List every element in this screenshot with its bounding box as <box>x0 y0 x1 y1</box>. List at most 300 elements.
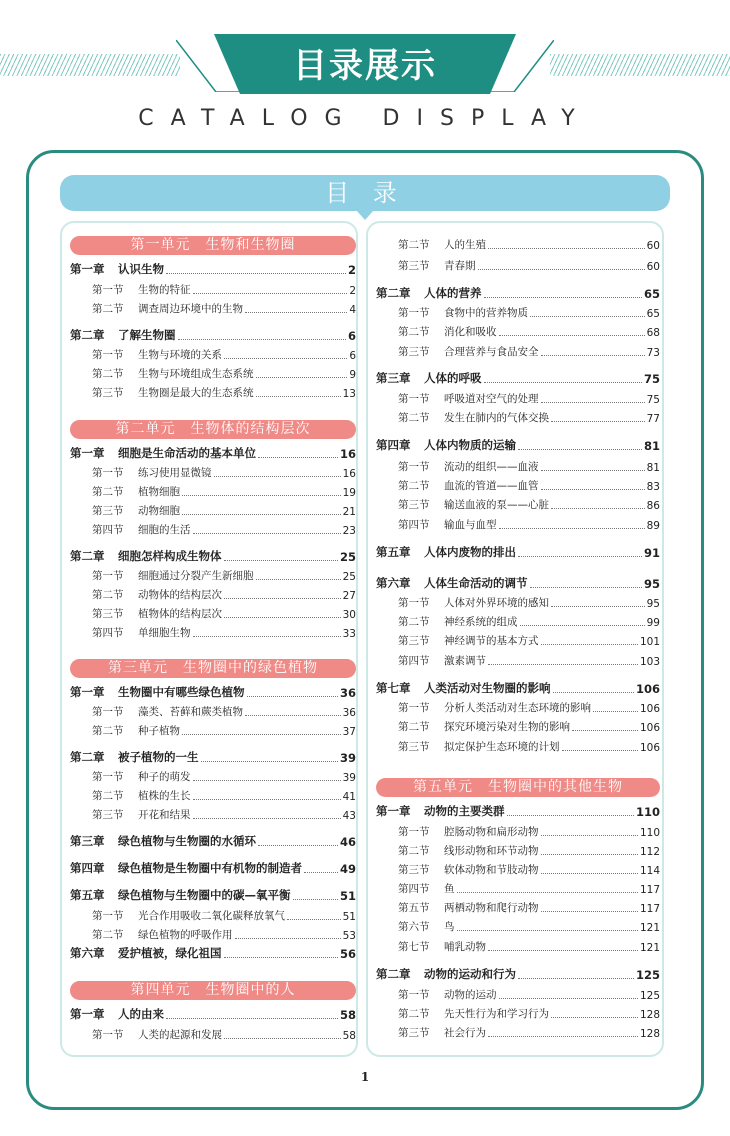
section-title: 开花和结果 <box>138 809 191 821</box>
section-page-number: 25 <box>342 571 356 583</box>
dot-leader <box>499 528 645 529</box>
section-page-number: 21 <box>342 506 356 518</box>
dot-leader <box>166 1018 338 1019</box>
dot-leader <box>245 715 341 716</box>
section-title: 拟定保护生态环境的计划 <box>444 741 560 753</box>
chapter-title: 动物的运动和行为 <box>424 967 516 981</box>
toc-section-row <box>398 738 660 754</box>
toc-section-row <box>398 861 660 877</box>
dot-leader <box>562 750 638 751</box>
chapter-label: 第一章 <box>70 1007 105 1021</box>
section-label: 第二节 <box>398 616 430 628</box>
toc-section-row <box>92 806 356 822</box>
chapter-label: 第五章 <box>70 888 105 902</box>
dot-leader <box>530 587 642 588</box>
section-page-number: 60 <box>646 240 660 252</box>
section-title: 植株的生长 <box>138 790 191 802</box>
unit-heading: 第四单元 生物圈中的人 <box>70 981 356 1000</box>
section-label: 第四节 <box>398 883 430 895</box>
chapter-page-number: 110 <box>635 805 660 819</box>
dot-leader <box>520 625 645 626</box>
section-label: 第一节 <box>92 284 124 296</box>
section-label: 第一节 <box>398 826 430 838</box>
section-title: 腔肠动物和扁形动物 <box>444 826 539 838</box>
dot-leader <box>193 818 341 819</box>
toc-section-row <box>398 1005 660 1021</box>
dot-leader <box>488 950 638 951</box>
section-page-number: 106 <box>639 703 660 715</box>
section-label: 第一节 <box>92 771 124 783</box>
toc-chapter-row <box>376 437 660 453</box>
chapter-title: 人体内物质的运输 <box>424 438 516 452</box>
decorative-hatch-left <box>0 54 180 76</box>
section-page-number: 53 <box>342 930 356 942</box>
toc-section-row <box>92 703 356 719</box>
section-title: 生物的特征 <box>138 284 191 296</box>
dot-leader <box>553 692 634 693</box>
section-page-number: 128 <box>639 1009 660 1021</box>
section-label: 第五节 <box>398 902 430 914</box>
dot-leader <box>258 457 338 458</box>
section-title: 光合作用吸收二氧化碳释放氧气 <box>138 910 285 922</box>
chapter-label: 第七章 <box>376 681 411 695</box>
section-title: 细胞通过分裂产生新细胞 <box>138 570 254 582</box>
toc-section-row <box>398 1024 660 1040</box>
section-title: 人的生殖 <box>444 239 486 251</box>
toc-section-row <box>398 496 660 512</box>
section-label: 第三节 <box>398 864 430 876</box>
dot-leader <box>182 495 341 496</box>
dot-leader <box>541 644 638 645</box>
toc-section-row <box>92 624 356 640</box>
section-page-number: 2 <box>349 285 356 297</box>
toc-chapter-row <box>70 749 356 765</box>
section-page-number: 106 <box>639 742 660 754</box>
section-label: 第二节 <box>398 1008 430 1020</box>
unit-heading: 第二单元 生物体的结构层次 <box>70 420 356 439</box>
section-title: 先天性行为和学习行为 <box>444 1008 549 1020</box>
dot-leader <box>193 293 348 294</box>
toc-section-row <box>398 632 660 648</box>
section-title: 植物细胞 <box>138 486 180 498</box>
dot-leader <box>541 402 645 403</box>
section-title: 动物的运动 <box>444 989 497 1001</box>
chapter-page-number: 16 <box>339 447 356 461</box>
toc-section-row <box>398 343 660 359</box>
dot-leader <box>193 780 341 781</box>
section-page-number: 110 <box>639 827 660 839</box>
section-title: 软体动物和节肢动物 <box>444 864 539 876</box>
chapter-title: 绿色植物与生物圈的水循环 <box>118 834 256 848</box>
section-title: 单细胞生物 <box>138 627 191 639</box>
toc-section-row <box>92 300 356 316</box>
section-label: 第二节 <box>92 725 124 737</box>
section-page-number: 6 <box>349 350 356 362</box>
toc-chapter-row <box>70 860 356 876</box>
chapter-title: 生物圈中有哪些绿色植物 <box>118 685 245 699</box>
dot-leader <box>193 533 341 534</box>
chapter-title: 被子植物的一生 <box>118 750 199 764</box>
banner-pointer <box>356 210 374 220</box>
toc-chapter-row <box>70 833 356 849</box>
chapter-title: 了解生物圈 <box>118 328 176 342</box>
toc-section-row <box>398 823 660 839</box>
dot-leader <box>214 476 341 477</box>
chapter-page-number: 91 <box>643 546 660 560</box>
toc-section-row <box>398 409 660 425</box>
toc-section-row <box>92 768 356 784</box>
toc-section-row <box>398 613 660 629</box>
dot-leader <box>258 845 338 846</box>
dot-leader <box>572 730 638 731</box>
toc-section-row <box>92 787 356 803</box>
dot-leader <box>224 598 341 599</box>
header-subtitle: CATALOG DISPLAY <box>138 106 592 131</box>
section-page-number: 4 <box>349 304 356 316</box>
toc-chapter-row <box>376 575 660 591</box>
toc-section-row <box>92 586 356 602</box>
section-label: 第一节 <box>398 393 430 405</box>
section-title: 血流的管道——血管 <box>444 480 539 492</box>
section-label: 第三节 <box>398 260 430 272</box>
section-label: 第四节 <box>92 524 124 536</box>
section-title: 绿色植物的呼吸作用 <box>138 929 233 941</box>
toc-section-row <box>92 384 356 400</box>
chapter-label: 第三章 <box>376 371 411 385</box>
toc-chapter-row <box>376 680 660 696</box>
chapter-page-number: 125 <box>635 968 660 982</box>
section-title: 动物体的结构层次 <box>138 589 222 601</box>
section-label: 第三节 <box>92 809 124 821</box>
section-title: 探究环境污染对生物的影响 <box>444 721 570 733</box>
section-title: 鸟 <box>444 921 455 933</box>
toc-section-row <box>398 323 660 339</box>
dot-leader <box>178 339 346 340</box>
toc-section-row <box>398 594 660 610</box>
chapter-title: 人的由来 <box>118 1007 164 1021</box>
chapter-title: 动物的主要类群 <box>424 804 505 818</box>
toc-section-row <box>398 458 660 474</box>
toc-section-row <box>398 390 660 406</box>
dot-leader <box>256 377 348 378</box>
dot-leader <box>530 316 645 317</box>
chapter-label: 第二章 <box>376 286 411 300</box>
dot-leader <box>541 854 638 855</box>
dot-leader <box>484 297 642 298</box>
toc-chapter-row <box>376 285 660 301</box>
dot-leader <box>293 899 338 900</box>
chapter-label: 第二章 <box>376 967 411 981</box>
unit-heading: 第三单元 生物圈中的绿色植物 <box>70 659 356 678</box>
chapter-page-number: 81 <box>643 439 660 453</box>
dot-leader <box>247 696 338 697</box>
chapter-page-number: 49 <box>339 862 356 876</box>
section-label: 第三节 <box>92 387 124 399</box>
chapter-title: 人类活动对生物圈的影响 <box>424 681 551 695</box>
section-title: 生物与环境的关系 <box>138 349 222 361</box>
section-title: 神经调节的基本方式 <box>444 635 539 647</box>
dot-leader <box>507 815 634 816</box>
section-label: 第六节 <box>398 921 430 933</box>
section-title: 鱼 <box>444 883 455 895</box>
toc-section-row <box>398 652 660 668</box>
section-page-number: 77 <box>646 413 660 425</box>
dot-leader <box>256 396 341 397</box>
section-title: 生物圈是最大的生态系统 <box>138 387 254 399</box>
toc-section-row <box>398 918 660 934</box>
chapter-label: 第一章 <box>376 804 411 818</box>
section-page-number: 36 <box>342 707 356 719</box>
section-title: 生物与环境组成生态系统 <box>138 368 254 380</box>
section-title: 消化和吸收 <box>444 326 497 338</box>
dot-leader <box>541 470 645 471</box>
decorative-hatch-right <box>550 54 730 76</box>
dot-leader <box>224 560 338 561</box>
dot-leader <box>551 508 645 509</box>
section-page-number: 89 <box>646 520 660 532</box>
dot-leader <box>182 514 341 515</box>
toc-chapter-row <box>70 445 356 461</box>
section-page-number: 117 <box>639 884 660 896</box>
dot-leader <box>193 799 341 800</box>
section-title: 合理营养与食品安全 <box>444 346 539 358</box>
section-title: 输送血液的泵——心脏 <box>444 499 549 511</box>
section-label: 第一节 <box>398 702 430 714</box>
section-page-number: 73 <box>646 347 660 359</box>
toc-section-row <box>92 926 356 942</box>
toc-section-row <box>398 718 660 734</box>
page-number: 1 <box>360 1070 370 1084</box>
section-label: 第一节 <box>92 910 124 922</box>
toc-section-row <box>398 880 660 896</box>
section-label: 第三节 <box>92 608 124 620</box>
section-label: 第二节 <box>398 845 430 857</box>
dot-leader <box>518 978 634 979</box>
section-title: 流动的组织——血液 <box>444 461 539 473</box>
section-label: 第二节 <box>92 589 124 601</box>
section-label: 第三节 <box>92 505 124 517</box>
chapter-page-number: 39 <box>339 751 356 765</box>
dot-leader <box>166 273 346 274</box>
section-page-number: 128 <box>639 1028 660 1040</box>
section-title: 线形动物和环节动物 <box>444 845 539 857</box>
section-label: 第二节 <box>92 303 124 315</box>
section-page-number: 112 <box>639 846 660 858</box>
dot-leader <box>478 269 645 270</box>
dot-leader <box>256 579 341 580</box>
section-title: 社会行为 <box>444 1027 486 1039</box>
toc-section-row <box>398 257 660 273</box>
chapter-title: 人体的呼吸 <box>424 371 482 385</box>
dot-leader <box>457 930 638 931</box>
section-title: 食物中的营养物质 <box>444 307 528 319</box>
section-label: 第四节 <box>92 627 124 639</box>
chapter-page-number: 95 <box>643 577 660 591</box>
section-page-number: 86 <box>646 500 660 512</box>
dot-leader <box>235 938 341 939</box>
dot-leader <box>304 872 338 873</box>
section-page-number: 95 <box>646 598 660 610</box>
dot-leader <box>201 761 338 762</box>
dot-leader <box>193 636 341 637</box>
toc-chapter-row <box>376 966 660 982</box>
chapter-title: 细胞怎样构成生物体 <box>118 549 222 563</box>
section-title: 种子的萌发 <box>138 771 191 783</box>
section-label: 第一节 <box>398 597 430 609</box>
section-title: 发生在肺内的气体交换 <box>444 412 549 424</box>
section-title: 练习使用显微镜 <box>138 467 212 479</box>
toc-chapter-row <box>70 548 356 564</box>
section-page-number: 33 <box>342 628 356 640</box>
chapter-title: 爱护植被，绿化祖国 <box>118 946 222 960</box>
chapter-label: 第一章 <box>70 685 105 699</box>
section-title: 人类的起源和发展 <box>138 1029 222 1041</box>
section-page-number: 83 <box>646 481 660 493</box>
chapter-page-number: 36 <box>339 686 356 700</box>
toc-section-row <box>92 722 356 738</box>
toc-banner: 目 录 <box>60 175 670 211</box>
toc-section-row <box>398 304 660 320</box>
section-page-number: 75 <box>646 394 660 406</box>
section-label: 第一节 <box>92 570 124 582</box>
section-page-number: 30 <box>342 609 356 621</box>
section-title: 人体对外界环境的感知 <box>444 597 549 609</box>
dot-leader <box>488 1036 638 1037</box>
toc-chapter-row <box>376 370 660 386</box>
section-label: 第二节 <box>398 239 430 251</box>
dot-leader <box>488 664 638 665</box>
dot-leader <box>541 489 645 490</box>
dot-leader <box>182 734 341 735</box>
section-page-number: 51 <box>342 911 356 923</box>
toc-section-row <box>92 281 356 297</box>
section-page-number: 13 <box>342 388 356 400</box>
section-title: 分析人类活动对生态环境的影响 <box>444 702 591 714</box>
toc-section-row <box>92 483 356 499</box>
section-label: 第七节 <box>398 941 430 953</box>
section-label: 第四节 <box>398 655 430 667</box>
chapter-title: 人体生命活动的调节 <box>424 576 528 590</box>
section-page-number: 99 <box>646 617 660 629</box>
section-page-number: 58 <box>342 1030 356 1042</box>
section-title: 激素调节 <box>444 655 486 667</box>
section-page-number: 16 <box>342 468 356 480</box>
section-label: 第二节 <box>398 412 430 424</box>
chapter-label: 第四章 <box>376 438 411 452</box>
section-page-number: 19 <box>342 487 356 499</box>
section-label: 第二节 <box>398 480 430 492</box>
section-title: 植物体的结构层次 <box>138 608 222 620</box>
toc-section-row <box>398 899 660 915</box>
toc-section-row <box>92 567 356 583</box>
section-page-number: 106 <box>639 722 660 734</box>
dot-leader <box>499 998 638 999</box>
chapter-title: 绿色植物是生物圈中有机物的制造者 <box>118 861 302 875</box>
section-label: 第三节 <box>398 1027 430 1039</box>
chapter-title: 认识生物 <box>118 262 164 276</box>
section-title: 动物细胞 <box>138 505 180 517</box>
toc-chapter-row <box>70 1006 356 1022</box>
chapter-page-number: 58 <box>339 1008 356 1022</box>
toc-chapter-row <box>70 684 356 700</box>
section-label: 第二节 <box>92 790 124 802</box>
section-label: 第三节 <box>398 635 430 647</box>
dot-leader <box>551 1017 638 1018</box>
section-page-number: 117 <box>639 903 660 915</box>
chapter-label: 第六章 <box>376 576 411 590</box>
section-label: 第四节 <box>398 519 430 531</box>
section-label: 第二节 <box>398 326 430 338</box>
toc-section-row <box>398 986 660 1002</box>
chapter-label: 第一章 <box>70 446 105 460</box>
section-title: 藻类、苔藓和蕨类植物 <box>138 706 243 718</box>
dot-leader <box>224 1038 341 1039</box>
chapter-page-number: 56 <box>339 947 356 961</box>
dot-leader <box>551 421 645 422</box>
toc-section-row <box>92 521 356 537</box>
section-label: 第二节 <box>92 368 124 380</box>
section-page-number: 27 <box>342 590 356 602</box>
dot-leader <box>488 248 645 249</box>
section-label: 第一节 <box>92 467 124 479</box>
toc-chapter-row <box>376 803 660 819</box>
section-label: 第一节 <box>92 1029 124 1041</box>
section-page-number: 37 <box>342 726 356 738</box>
section-label: 第三节 <box>398 346 430 358</box>
section-title: 调查周边环境中的生物 <box>138 303 243 315</box>
section-title: 两栖动物和爬行动物 <box>444 902 539 914</box>
section-title: 输血与血型 <box>444 519 497 531</box>
toc-section-row <box>398 236 660 252</box>
section-page-number: 103 <box>639 656 660 668</box>
chapter-label: 第六章 <box>70 946 105 960</box>
dot-leader <box>224 358 347 359</box>
section-page-number: 68 <box>646 327 660 339</box>
chapter-label: 第二章 <box>70 549 105 563</box>
section-title: 呼吸道对空气的处理 <box>444 393 539 405</box>
toc-section-row <box>92 907 356 923</box>
chapter-title: 人体内废物的排出 <box>424 545 516 559</box>
section-title: 神经系统的组成 <box>444 616 518 628</box>
dot-leader <box>499 335 645 336</box>
section-page-number: 39 <box>342 772 356 784</box>
section-label: 第一节 <box>92 349 124 361</box>
dot-leader <box>484 382 642 383</box>
chapter-page-number: 25 <box>339 550 356 564</box>
toc-section-row <box>398 699 660 715</box>
section-label: 第二节 <box>92 486 124 498</box>
section-page-number: 81 <box>646 462 660 474</box>
dot-leader <box>541 911 638 912</box>
section-label: 第一节 <box>398 461 430 473</box>
dot-leader <box>518 556 642 557</box>
chapter-page-number: 6 <box>347 329 356 343</box>
dot-leader <box>457 892 638 893</box>
section-page-number: 114 <box>639 865 660 877</box>
section-title: 哺乳动物 <box>444 941 486 953</box>
chapter-label: 第三章 <box>70 834 105 848</box>
section-title: 细胞的生活 <box>138 524 191 536</box>
chapter-page-number: 106 <box>635 682 660 696</box>
toc-section-row <box>92 1026 356 1042</box>
toc-section-row <box>92 605 356 621</box>
section-page-number: 121 <box>639 922 660 934</box>
header-title: 目录展示 <box>293 46 437 86</box>
toc-chapter-row <box>70 327 356 343</box>
section-page-number: 101 <box>639 636 660 648</box>
toc-section-row <box>398 938 660 954</box>
chapter-title: 细胞是生命活动的基本单位 <box>118 446 256 460</box>
